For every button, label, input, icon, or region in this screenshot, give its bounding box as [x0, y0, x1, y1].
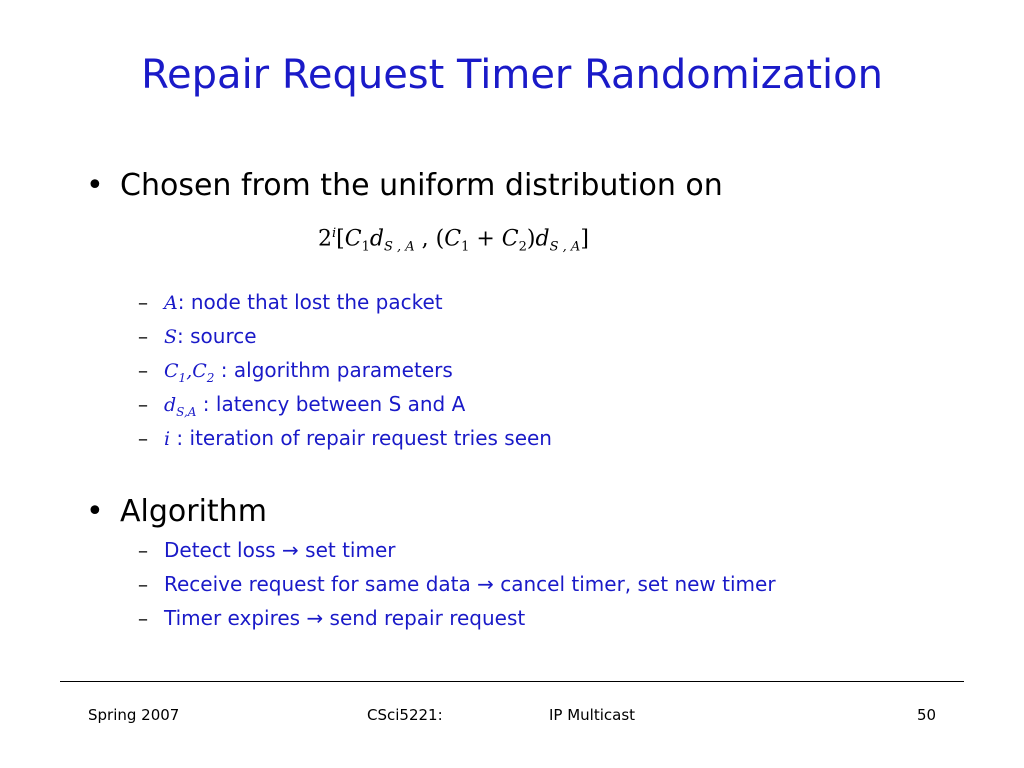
arrow-icon: →: [477, 572, 494, 596]
definition-item: [138, 319, 552, 353]
definition-text: : node that lost the packet: [177, 290, 443, 314]
algorithm-step: – Detect loss → set timer: [138, 533, 776, 567]
footer-topic: IP Multicast: [549, 706, 636, 724]
bullet-text: Algorithm: [120, 494, 267, 529]
definition-variable: S: [164, 326, 178, 348]
definition-item: [138, 387, 552, 421]
dash-marker: –: [138, 606, 148, 630]
footer-page-number: 50: [917, 706, 937, 724]
footer-date: Spring 2007: [88, 706, 180, 724]
algorithm-step: – Receive request for same data → cancel timer, set new timer: [138, 567, 776, 601]
arrow-icon: →: [282, 538, 299, 562]
bullet-distribution: [86, 168, 723, 204]
footer-divider: [60, 681, 964, 682]
definition-text: : algorithm parameters: [214, 358, 453, 382]
dash-marker: –: [138, 358, 148, 382]
definition-item: [138, 285, 552, 319]
footer-course: CSci5221:: [367, 706, 443, 724]
timer-formula: $2^i[C_1d_{S , A}$ , $(C_1 + C_2)d_{S , A}$]: [318, 226, 589, 255]
dash-marker: –: [138, 324, 148, 348]
dash-marker: –: [138, 538, 148, 562]
bullet-algorithm: [86, 494, 267, 530]
definition-variable: $C_1,C_2$: [164, 360, 215, 385]
definition-variable: $d_{S,A}$: [164, 394, 197, 419]
definition-item: [138, 421, 552, 455]
algorithm-steps: [138, 533, 776, 635]
definition-text: : iteration of repair request tries seen: [170, 426, 552, 450]
definition-variable: A: [164, 292, 178, 314]
algorithm-step: – Timer expires → send repair request: [138, 601, 776, 635]
dash-marker: –: [138, 572, 148, 596]
definition-item: [138, 353, 552, 387]
dash-marker: –: [138, 426, 148, 450]
definition-variable: i: [164, 428, 171, 450]
bullet-text: Chosen from the uniform distribution on: [120, 168, 723, 203]
dash-marker: –: [138, 392, 148, 416]
definition-text: : source: [177, 324, 257, 348]
slide-title: Repair Request Timer Randomization: [141, 52, 883, 98]
definitions-list: [138, 285, 552, 455]
dash-marker: –: [138, 290, 148, 314]
arrow-icon: →: [306, 606, 324, 630]
bullet-dot: •: [86, 168, 104, 203]
bullet-dot: •: [86, 494, 104, 529]
definition-text: : latency between S and A: [196, 392, 466, 416]
